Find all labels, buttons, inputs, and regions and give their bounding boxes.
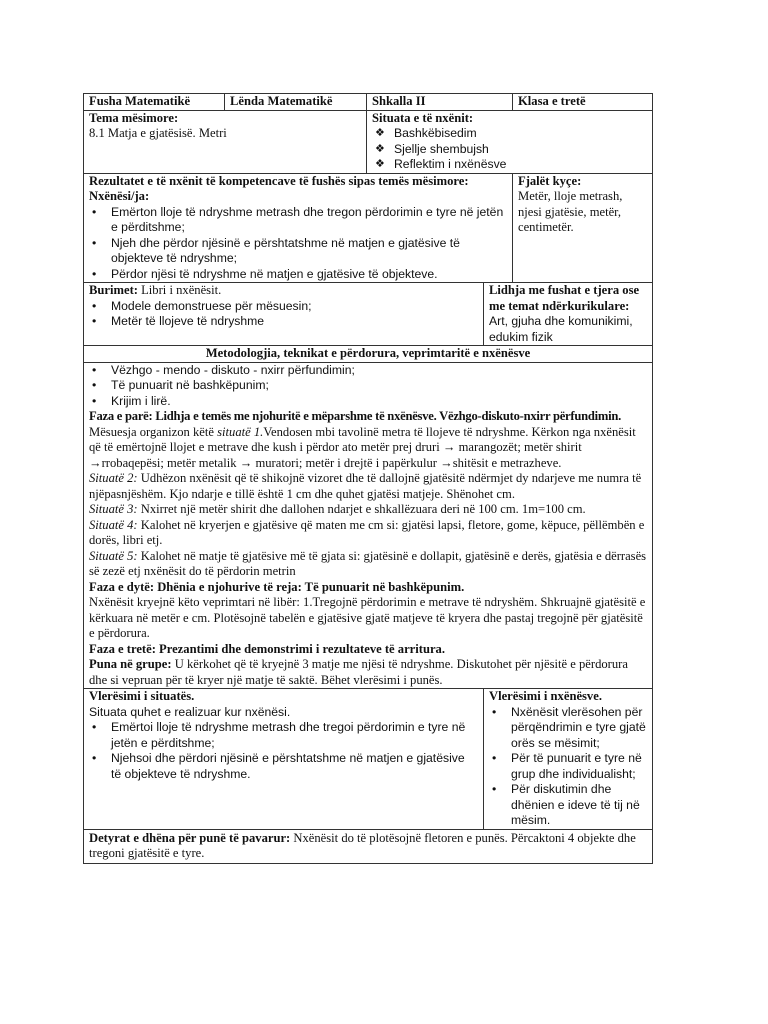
lidhja-value: Art, gjuha dhe komunikimi, edukim fizik xyxy=(489,314,633,344)
list-item: • Krijim i lirë. xyxy=(89,394,647,410)
tema-value: 8.1 Matja e gjatësisë. Metri xyxy=(89,126,227,140)
list-item: • Për të punuarit e tyre në grup dhe individualisht; xyxy=(489,751,647,782)
vleresimi-situates-cell xyxy=(84,689,484,830)
list-item: • Emërton lloje të ndryshme metrash dhe tregon përdorimin e tyre në jetën e përditshme; xyxy=(89,205,507,236)
situata-5-label: Situatë 5: xyxy=(89,548,138,563)
burimet-line xyxy=(89,283,478,299)
situata-1 xyxy=(89,425,647,472)
fusha-cell: Fusha Matematikë xyxy=(84,94,225,111)
situata-4 xyxy=(89,518,647,549)
situata-5-text: Kalohet në matje të gjatësive më të gjata si: gjatësinë e dollapit, gjatësinë e derës, gjatësia e dërrasës së zezë etj nxënësit do të përdorin metrin xyxy=(89,548,647,578)
tema-label: Tema mësimore: xyxy=(89,110,179,125)
metodologjia-title-row xyxy=(84,346,653,363)
burimet-row xyxy=(84,283,653,346)
list-item: ❖ Sjellje shembujsh xyxy=(372,142,647,158)
list-item: ❖ Reflektim i nxënësve xyxy=(372,157,647,173)
situata-5 xyxy=(89,549,647,580)
tema-row xyxy=(84,110,653,173)
lidhja-line xyxy=(489,283,647,345)
rezultatet-title: Rezultatet e të nxënit të kompetencave të fushës sipas temës mësimore: xyxy=(89,173,469,188)
list-item: • Modele demonstruese për mësuesin; xyxy=(89,299,478,315)
burimet-cell xyxy=(84,283,484,346)
situata-1-intro: Mësuesja organizon këtë xyxy=(89,424,218,439)
rezultatet-cell xyxy=(84,173,513,283)
situata-1-text: Vendosen mbi tavolinë metra të llojeve të ndryshme. Kërkon nga nxënësit që të emërtojnë llojet e metrave dhe kush i përdor ato metër prej druri → marangozët; metër shirit →rrobaqepësi; metër metalik → muratori; metër i drejtë i papërkulur →shitësit e metrazheve. xyxy=(89,424,636,470)
situata-2-label: Situatë 2: xyxy=(89,471,138,485)
list-item: • Përdor njësi të ndryshme në matjen e gjatësive të objekteve. xyxy=(89,267,507,283)
situata-3 xyxy=(89,502,647,518)
rezultatet-subtitle: Nxënësi/ja: xyxy=(89,189,150,203)
fjalet-value: Metër, lloje metrash, njesi gjatësie, metër, centimetër. xyxy=(518,189,623,234)
detyrat-label: Detyrat e dhëna për punë të pavarur: xyxy=(89,830,291,845)
rezultatet-list xyxy=(89,205,507,283)
vleresimi-nxenesve-list xyxy=(489,705,647,829)
detyrat-line xyxy=(89,831,647,862)
puna-text: U kërkohet që të kryejnë 3 matje me njësi të ndryshme. Diskutohet për njësitë e përdorura dhe si vepruan për të kryer një matje të saktë. Bëhet vlerësimi i punës. xyxy=(89,657,628,687)
detyrat-cell xyxy=(84,829,653,863)
vleresimi-situates-label: Vlerësimi i situatës. xyxy=(89,689,195,703)
lidhja-cell xyxy=(484,283,653,346)
list-item: • Për diskutimin dhe dhënien e ideve të tij në mësim. xyxy=(489,782,647,829)
lidhja-label: Lidhja me fushat e tjera ose me temat ndërkurikulare: xyxy=(489,283,640,313)
vleresimi-nxenesve-cell xyxy=(484,689,653,830)
metodologjia-list xyxy=(89,363,647,410)
vleresimi-row xyxy=(84,689,653,830)
situata-3-text: Nxirret një metër shirit dhe dallohen ndarjet e shkallëzuara deri në 100 cm. 1m=100 cm. xyxy=(137,502,586,516)
faza2-text: Nxënësit kryejnë këto veprimtari në libër: 1.Tregojnë përdorimin e metrave të ndryshëm. Shkruajnë gjatësitë e kërkuara në metër e cm. Plotësojnë tabelën e gjatësive gjatë matjeve të kryera dhe pastaj tregojnë për gjatësitë e përdorura. xyxy=(89,595,646,640)
faza2-title: Faza e dytë: Dhënia e njohurive të reja: Të punuarit në bashkëpunim. xyxy=(89,579,465,594)
situata-list xyxy=(372,126,647,173)
metodologjia-cell xyxy=(84,362,653,689)
shkalla-cell: Shkalla II xyxy=(367,94,513,111)
fjalet-label: Fjalët kyçe: xyxy=(518,173,582,188)
list-item: ❖ Bashkëbisedim xyxy=(372,126,647,142)
rezultatet-row xyxy=(84,173,653,283)
list-item: • Nxënësit vlerësohen për përqëndrimin e tyre gjatë orës se mësimit; xyxy=(489,705,647,752)
situata-2-text: Udhëzon nxënësit që të shikojnë vizoret dhe të dallojnë gjatësitë ndërmjet dy ndarjeve me numra të njëpasnjëshëm. Kjo ndarje e tillë është 1 cm dhe quhet gjatësi matjeje. Shënohet cm. xyxy=(89,471,642,501)
vleresimi-situates-list xyxy=(89,720,478,782)
burimet-label: Burimet: xyxy=(89,283,138,297)
list-item: • Njehsoi dhe përdori njësinë e përshtatshme në matjen e gjatësive të objekteve të ndryshme. xyxy=(89,751,478,782)
lenda-cell: Lënda Matematikë xyxy=(225,94,367,111)
situata-4-text: Kalohet në kryerjen e gjatësive që maten me cm si: gjatësi lapsi, fletore, gome, këpuce, pëllëmbën e dorës, libri etj. xyxy=(89,517,645,547)
metodologjia-row xyxy=(84,362,653,689)
list-item: • Metër të llojeve të ndryshme xyxy=(89,314,478,330)
situata-cell xyxy=(367,110,653,173)
list-item: • Vëzhgo - mendo - diskuto - nxirr përfundimin; xyxy=(89,363,647,379)
vleresimi-situates-text: Situata quhet e realizuar kur nxënësi. xyxy=(89,704,291,719)
vleresimi-nxenesve-label: Vlerësimi i nxënësve. xyxy=(489,689,602,703)
list-item: • Emërtoi lloje të ndryshme metrash dhe tregoi përdorimin e tyre në jetën e përditshme; xyxy=(89,720,478,751)
faza3-title: Faza e tretë: Prezantimi dhe demonstrimi i rezultateve të arritura. xyxy=(89,641,445,656)
klasa-cell: Klasa e tretë xyxy=(513,94,653,111)
tema-cell xyxy=(84,110,367,173)
detyrat-row xyxy=(84,829,653,863)
header-row xyxy=(84,94,653,111)
situata-2 xyxy=(89,471,647,502)
list-item: • Të punuarit në bashkëpunim; xyxy=(89,378,647,394)
list-item: • Njeh dhe përdor njësinë e përshtatshme në matjen e gjatësive të objekteve të ndryshme; xyxy=(89,236,507,267)
detyrat-text: Nxënësit do të plotësojnë fletoren e punës. Përcaktoni 4 objekte dhe tregoni gjatësitë e tyre. xyxy=(89,830,636,860)
faza1-title: Faza e parë: Lidhja e temës me njohuritë e mëparshme të nxënësve. Vëzhgo-diskuto-nxirr përfundimin. xyxy=(89,409,621,423)
situata-1-label: situatë 1. xyxy=(217,424,264,439)
puna-label: Puna në grupe: xyxy=(89,657,172,671)
lesson-plan-table xyxy=(83,93,653,864)
puna-ne-grupe xyxy=(89,657,647,688)
lesson-plan xyxy=(83,93,652,864)
metodologjia-title: Metodologjia, teknikat e përdorura, veprimtaritë e nxënësve xyxy=(84,346,653,363)
situata-label: Situata e të nxënit: xyxy=(372,110,474,125)
situata-4-label: Situatë 4: xyxy=(89,517,138,532)
burimet-list xyxy=(89,299,478,330)
burimet-value: Libri i nxënësit. xyxy=(137,283,222,297)
situata-3-label: Situatë 3: xyxy=(89,502,138,516)
fjalet-cell xyxy=(513,173,653,283)
